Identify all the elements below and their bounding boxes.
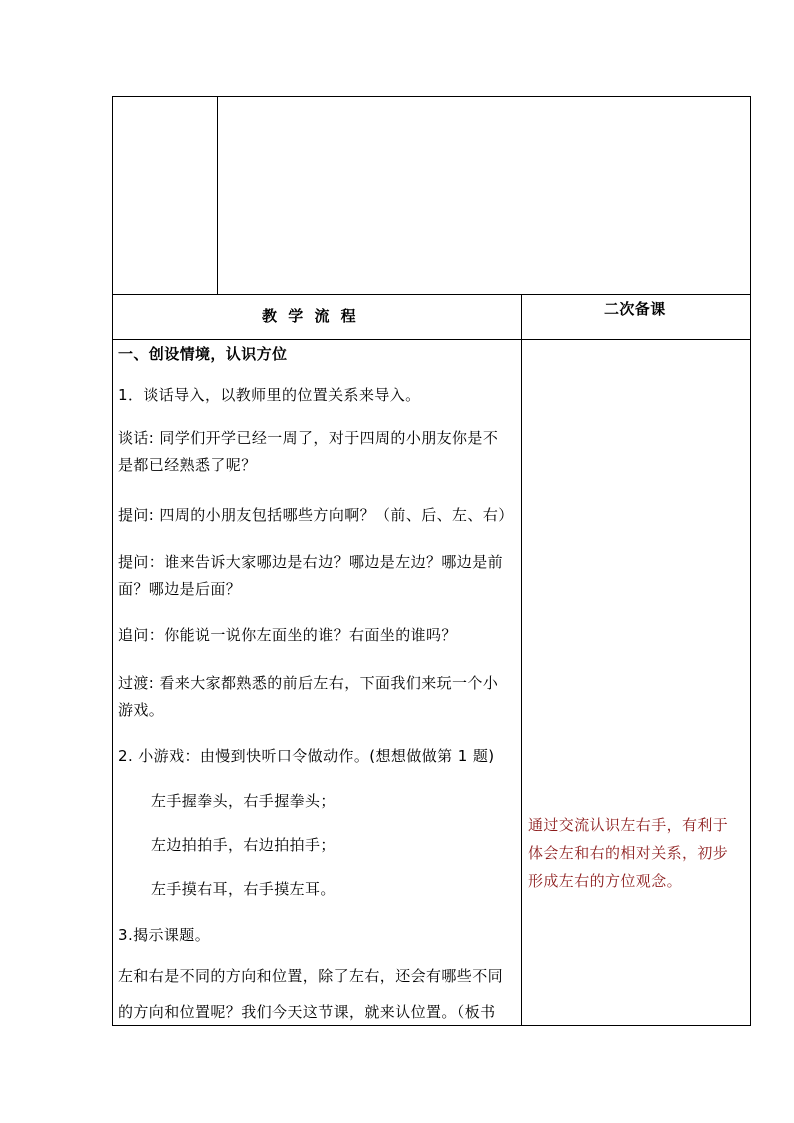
content-line: 左边拍拍手，右边拍拍手； <box>151 836 336 854</box>
content-line: 面？哪边是后面？ <box>118 580 242 598</box>
content-line: 谈话: 同学们开学已经一周了，对于四周的小朋友你是不 <box>118 429 499 447</box>
content-line: 提问：谁来告诉大家哪边是右边？哪边是左边？哪边是前 <box>118 553 504 571</box>
header-row-top <box>112 294 751 295</box>
content-line: 左和右是不同的方向和位置，除了左右，还会有哪些不同 <box>118 967 504 985</box>
content-line: 提问: 四周的小朋友包括哪些方向啊？（前、后、左、右） <box>118 506 514 524</box>
header-row-bottom <box>112 339 751 340</box>
content-line: 3.揭示课题。 <box>118 926 211 944</box>
table-border-right <box>750 96 751 1026</box>
second-prep-note-line: 体会左和右的相对关系，初步 <box>528 844 729 862</box>
table-border-bottom <box>112 1025 751 1026</box>
content-line: 的方向和位置呢？我们今天这节课，就来认位置。（板书 <box>118 1003 496 1021</box>
content-line: 游戏。 <box>118 701 165 719</box>
column-divider <box>521 294 522 1025</box>
content-line: 左手握拳头，右手握拳头； <box>151 792 336 810</box>
content-line: 2. 小游戏：由慢到快听口令做动作。(想想做做第 1 题) <box>118 747 495 765</box>
second-prep-note-line: 通过交流认识左右手，有利于 <box>528 816 729 834</box>
table-border-left <box>112 96 113 1026</box>
header-second-prep: 二次备课 <box>604 300 666 318</box>
content-line: 1．谈话导入，以教师里的位置关系来导入。 <box>118 386 421 404</box>
section-heading: 一、创设情境，认识方位 <box>118 345 288 363</box>
top-row-divider <box>217 96 218 294</box>
content-line: 左手摸右耳，右手摸左耳。 <box>151 880 336 898</box>
table-border-top <box>112 96 751 97</box>
header-teaching-flow: 教 学 流 程 <box>262 307 359 325</box>
content-line: 过渡: 看来大家都熟悉的前后左右，下面我们来玩一个小 <box>118 674 499 692</box>
second-prep-note-line: 形成左右的方位观念。 <box>528 872 683 890</box>
content-line: 是都已经熟悉了呢？ <box>118 456 257 474</box>
content-line: 追问：你能说一说你左面坐的谁？右面坐的谁吗？ <box>118 626 457 644</box>
